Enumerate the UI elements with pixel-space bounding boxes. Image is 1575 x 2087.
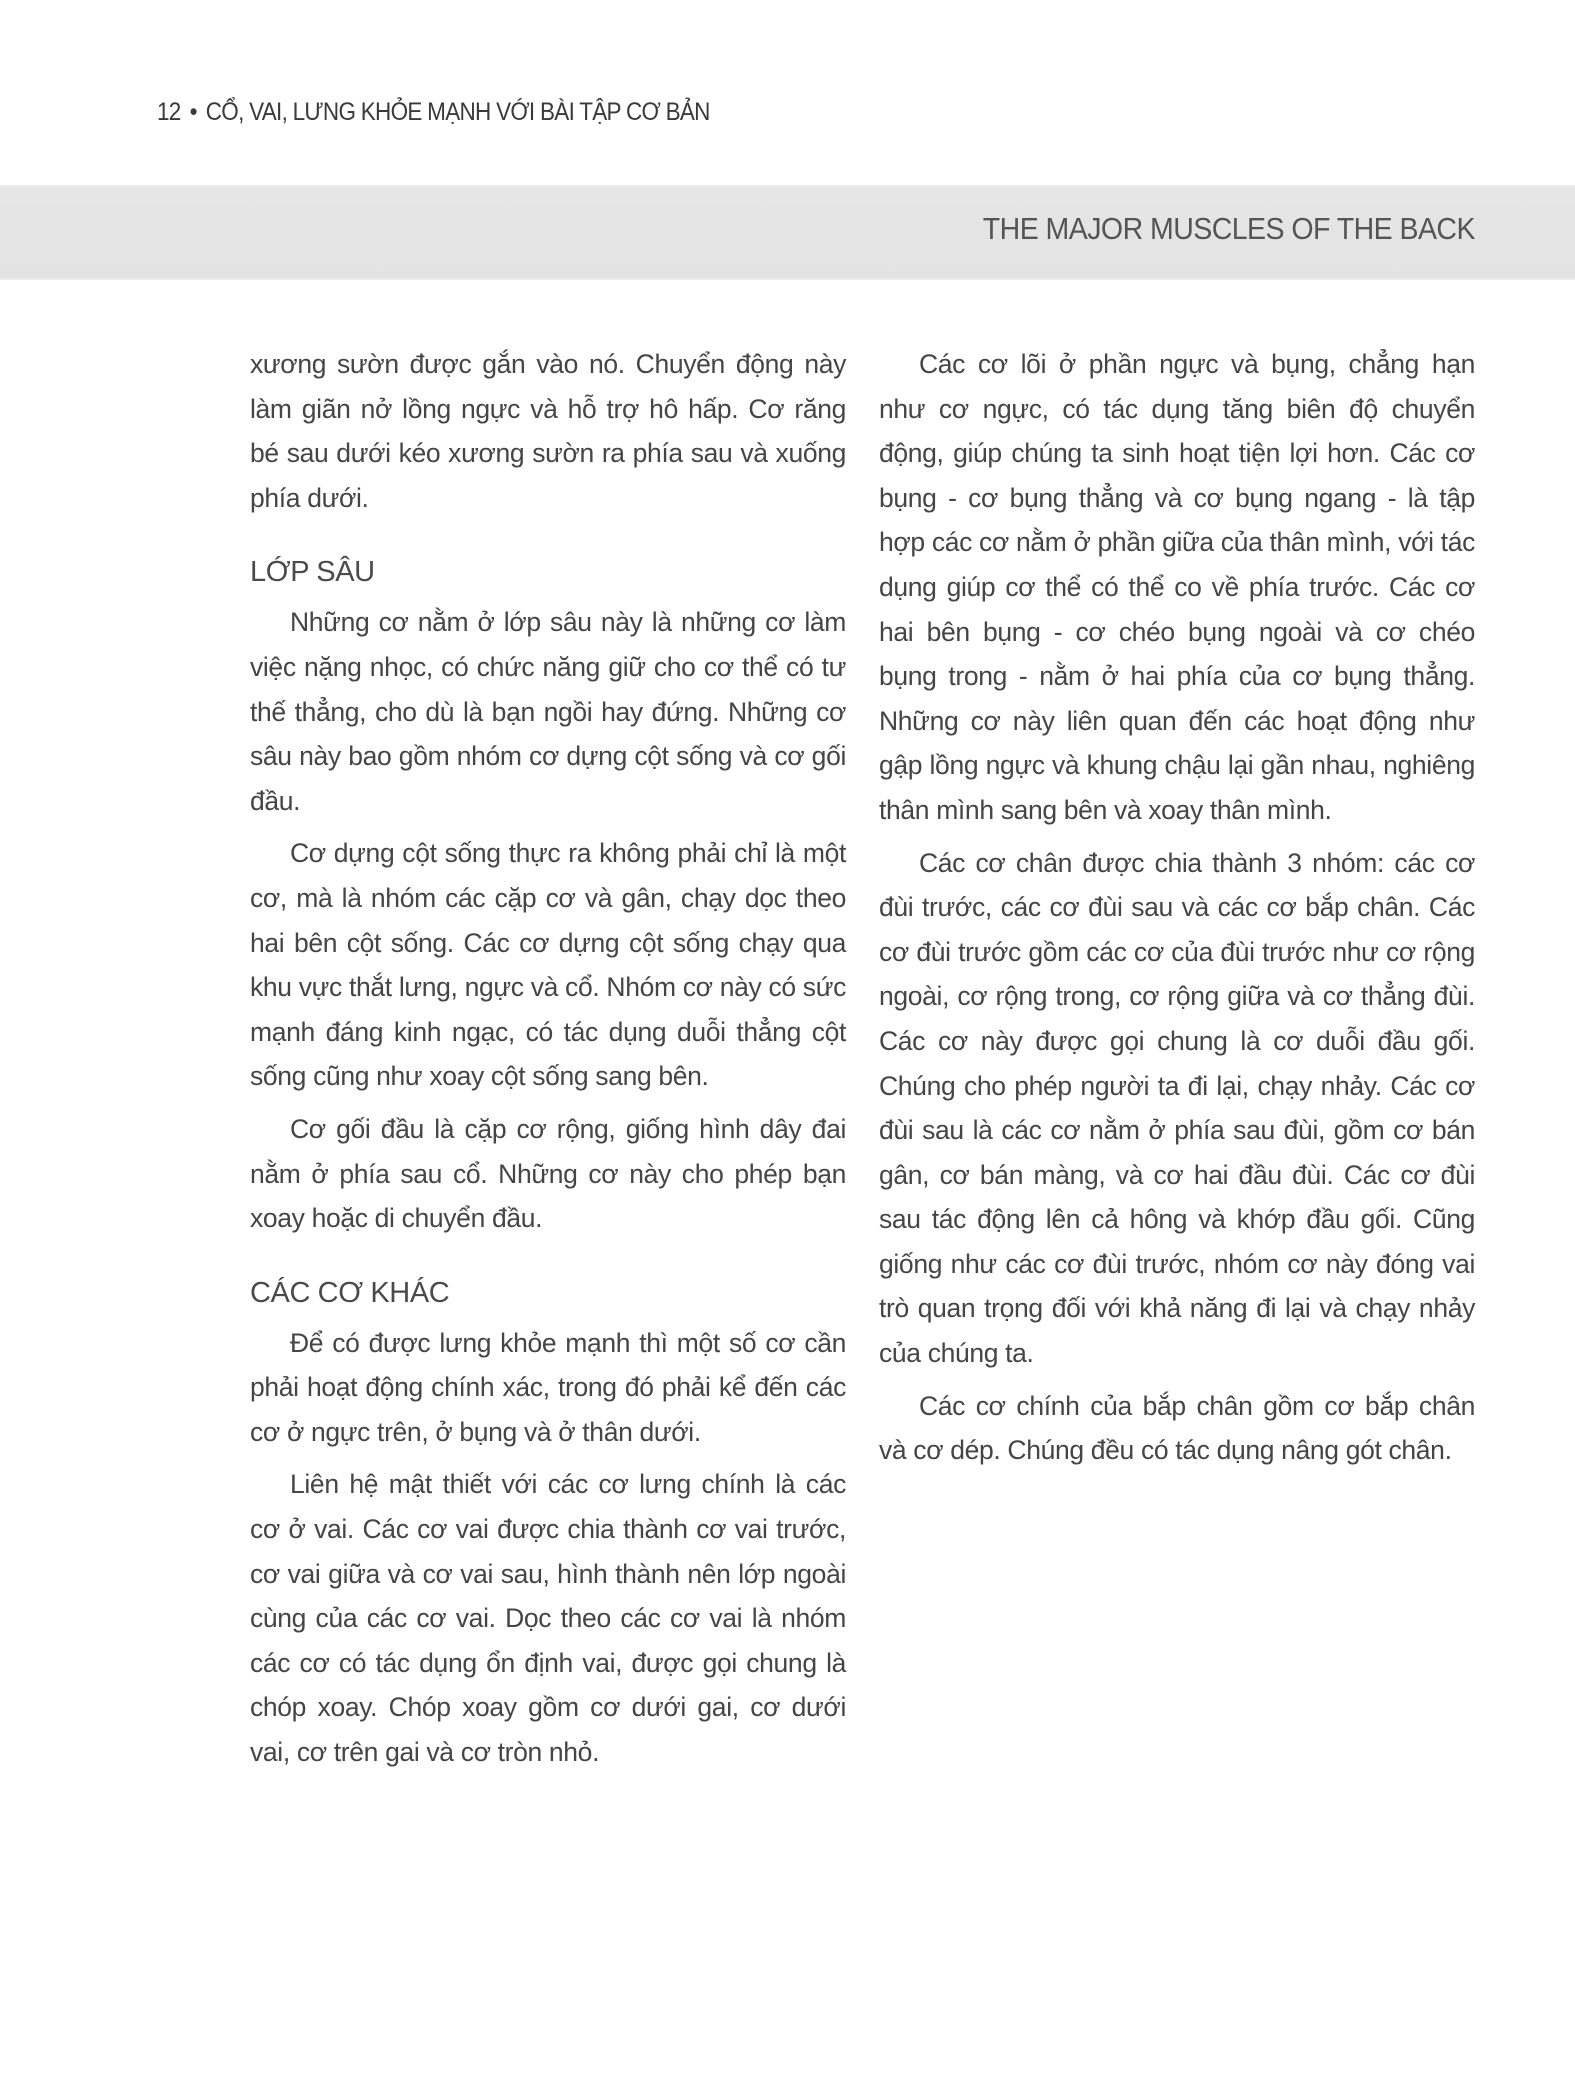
page-number: 12	[157, 98, 181, 126]
paragraph: Các cơ chính của bắp chân gồm cơ bắp chân và cơ dép. Chúng đều có tác dụng nâng gót chân.	[879, 1390, 1475, 1466]
paragraph: Liên hệ mật thiết với các cơ lưng chính là các cơ ở vai. Các cơ vai được chia thành cơ vai trước, cơ vai giữa và cơ vai sau, hình thành nên lớp ngoài cùng của các cơ vai. Dọc theo các cơ vai là nhóm các cơ có tác dụng ổn định vai, được gọi chung là chóp xoay. Chóp xoay gồm cơ dưới gai, cơ dưới vai, cơ trên gai và cơ tròn nhỏ.	[250, 1469, 846, 1768]
right-column	[879, 342, 1475, 1481]
paragraph: Cơ gối đầu là cặp cơ rộng, giống hình dây đai nằm ở phía sau cổ. Những cơ này cho phép bạn xoay hoặc di chuyển đầu.	[250, 1113, 846, 1234]
bullet-separator: •	[189, 98, 197, 126]
section-band	[0, 185, 1575, 280]
section-heading: CÁC CƠ KHÁC	[250, 1276, 450, 1309]
paragraph: Những cơ nằm ở lớp sâu này là những cơ làm việc nặng nhọc, có chức năng giữ cho cơ thể có tư thế thẳng, cho dù là bạn ngồi hay đứng. Những cơ sâu này bao gồm nhóm cơ dựng cột sống và cơ gối đầu.	[250, 607, 846, 816]
left-column	[250, 342, 846, 1783]
section-title: THE MAJOR MUSCLES OF THE BACK	[982, 211, 1475, 246]
section-heading: LỚP SÂU	[250, 556, 375, 589]
book-title: CỔ, VAI, LƯNG KHỎE MẠNH VỚI BÀI TẬP CƠ BẢN	[205, 98, 710, 126]
paragraph: Cơ dựng cột sống thực ra không phải chỉ là một cơ, mà là nhóm các cặp cơ và gân, chạy dọc theo hai bên cột sống. Các cơ dựng cột sống chạy qua khu vực thắt lưng, ngực và cổ. Nhóm cơ này có sức mạnh đáng kinh ngạc, có tác dụng duỗi thẳng cột sống cũng như xoay cột sống sang bên.	[250, 838, 846, 1092]
paragraph: Các cơ chân được chia thành 3 nhóm: các cơ đùi trước, các cơ đùi sau và các cơ bắp chân. Các cơ đùi trước gồm các cơ của đùi trước như cơ rộng ngoài, cơ rộng trong, cơ rộng giữa và cơ thẳng đùi. Các cơ này được gọi chung là cơ duỗi đầu gối. Chúng cho phép người ta đi lại, chạy nhảy. Các cơ đùi sau là các cơ nằm ở phía sau đùi, gồm cơ bán gân, cơ bán màng, và cơ hai đầu đùi. Các cơ đùi sau tác động lên cả hông và khớp đầu gối. Cũng giống như các cơ đùi trước, nhóm cơ này đóng vai trò quan trọng đối với khả năng đi lại và chạy nhảy của chúng ta.	[879, 847, 1475, 1369]
paragraph: Các cơ lõi ở phần ngực và bụng, chẳng hạn như cơ ngực, có tác dụng tăng biên độ chuyển động, giúp chúng ta sinh hoạt tiện lợi hơn. Các cơ bụng - cơ bụng thẳng và cơ bụng ngang - là tập hợp các cơ nằm ở phần giữa của thân mình, với tác dụng giúp cơ thể có thể co về phía trước. Các cơ hai bên bụng - cơ chéo bụng ngoài và cơ chéo bụng trong - nằm ở hai phía của cơ bụng thẳng. Những cơ này liên quan đến các hoạt động như gập lồng ngực và khung chậu lại gần nhau, nghiêng thân mình sang bên và xoay thân mình.	[879, 349, 1475, 825]
paragraph: xương sườn được gắn vào nó. Chuyển động này làm giãn nở lồng ngực và hỗ trợ hô hấp. Cơ răng bé sau dưới kéo xương sườn ra phía sau và xuống phía dưới.	[250, 349, 846, 513]
paragraph: Để có được lưng khỏe mạnh thì một số cơ cần phải hoạt động chính xác, trong đó phải kể đến các cơ ở ngực trên, ở bụng và ở thân dưới.	[250, 1327, 846, 1447]
running-header	[157, 98, 710, 127]
